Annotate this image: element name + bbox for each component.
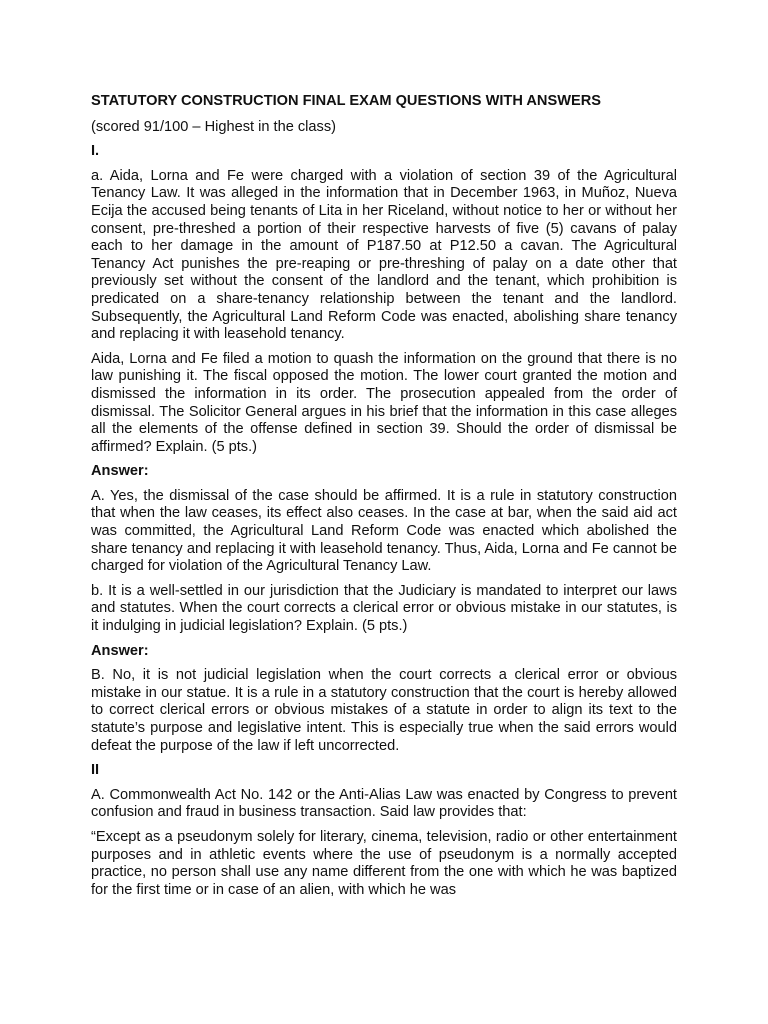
question-2a: A. Commonwealth Act No. 142 or the Anti-Alias Law was enacted by Congress to prevent confusion and fraud in business transaction. Said law provides that:: [91, 786, 677, 821]
answer-label: Answer:: [91, 642, 149, 659]
answer-label: Answer:: [91, 463, 149, 480]
question-1a-continued: Aida, Lorna and Fe filed a motion to quash the information on the ground that there is no law punishing it. The fiscal opposed the motion. The lower court granted the motion and dismissed the information in its order. The prosecution appealed from the order of dismissal. The Solicitor General argues in his brief that the information in this case alleges all the elements of the offense defined in section 39. Should the order of dismissal be affirmed? Explain. (5 pts.): [91, 350, 677, 455]
section-heading-2: II: [91, 762, 100, 779]
answer-1b: B. No, it is not judicial legislation when the court corrects a clerical error or obvious mistake in our statue. It is a rule in a statutory construction that the court is hereby allowed to correct clerical errors or obvious mistakes of a statute in order to align its text to the statute’s purpose and legislative intent. This is especially true when the said errors would defeat the purpose of the law if left uncorrected.: [91, 667, 677, 754]
document-title: STATUTORY CONSTRUCTION FINAL EXAM QUESTIONS WITH ANSWERS: [91, 93, 601, 109]
question-2a-quote: “Except as a pseudonym solely for literary, cinema, television, radio or other entertainment purposes and in athletic events where the use of pseudonym is a normally accepted practice, no person shall use any name different from the one with which he was baptized for the first time or in case of an alien, with which he was: [91, 828, 677, 898]
document-subtitle: (scored 91/100 – Highest in the class): [91, 118, 336, 135]
question-1a: a. Aida, Lorna and Fe were charged with a violation of section 39 of the Agricultural Tenancy Law. It was alleged in the information that in December 1963, in Muñoz, Nueva Ecija the accused being tenants of Lita in her Riceland, without notice to her or without her consent, pre-threshed a portion of their respective harvests of five (5) cavans of palay each to her damage in the amount of P187.50 at P12.50 a cavan. The Agricultural Tenancy Act punishes the pre-reaping or pre-threshing of palay on a date other that previously set without the consent of the landlord and the tenant, which prohibition is predicated on a share-tenancy relationship between the tenant and the landlord. Subsequently, the Agricultural Land Reform Code was enacted, abolishing share tenancy and replacing it with leasehold tenancy.: [91, 167, 677, 343]
answer-1a: A. Yes, the dismissal of the case should be affirmed. It is a rule in statutory construction that when the law ceases, its effect also ceases. In the case at bar, when the said aid act was committed, the Agricultural Land Reform Code was enacted which abolished the share tenancy and replacing it with leasehold tenancy. Thus, Aida, Lorna and Fe cannot be charged for violation of the Agricultural Tenancy Law.: [91, 487, 677, 575]
document-page: [91, 93, 677, 906]
question-1b: b. It is a well-settled in our jurisdiction that the Judiciary is mandated to interpret our laws and statutes. When the court corrects a clerical error or obvious mistake in our statutes, is it indulging in judicial legislation? Explain. (5 pts.): [91, 582, 677, 635]
section-heading-1: I.: [91, 143, 100, 160]
